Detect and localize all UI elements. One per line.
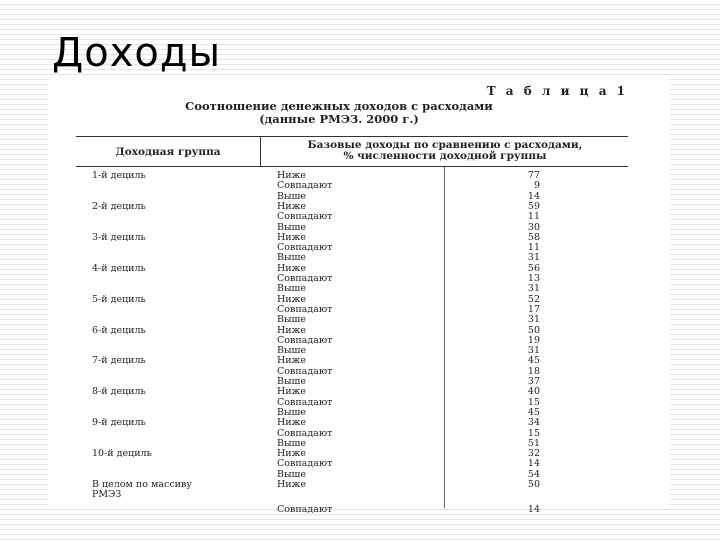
row-comparison-label: Выше: [277, 314, 306, 326]
table-number-label: Т а б л и ц а 1: [486, 84, 628, 98]
row-comparison-label: Совпадают: [277, 242, 333, 254]
header-divider: [260, 137, 261, 166]
table-header-rule: [76, 166, 628, 167]
row-value: 31: [527, 345, 540, 357]
row-value: 32: [527, 448, 540, 460]
row-comparison-label: Ниже: [277, 448, 306, 460]
row-comparison-label: Выше: [277, 376, 306, 387]
value-column-divider: [444, 167, 445, 508]
row-value: 59: [527, 200, 540, 212]
row-comparison-label: Совпадают: [277, 180, 333, 192]
row-comparison-label: Ниже: [277, 231, 306, 243]
slide-title: Доходы: [52, 30, 222, 76]
row-group-label: 8-й дециль: [92, 386, 146, 398]
row-comparison-label: Выше: [277, 221, 306, 233]
header-base-line-1: Базовые доходы по сравнению с расходами,: [307, 139, 583, 151]
row-group-label: 6-й дециль: [92, 324, 146, 336]
row-value: 50: [527, 479, 540, 490]
row-value: 13: [527, 273, 540, 284]
row-value: 58: [527, 231, 540, 243]
table-caption-line-2: (данные РМЭЗ. 2000 г.): [259, 112, 419, 126]
row-group-label: 4-й дециль: [92, 262, 146, 274]
row-value: 15: [527, 427, 540, 439]
row-value: 37: [527, 376, 540, 387]
row-group-label: 9-й дециль: [92, 417, 146, 429]
row-comparison-label: Выше: [277, 190, 306, 202]
row-comparison-label: Совпадают: [277, 503, 333, 515]
row-value: 77: [527, 170, 540, 181]
row-comparison-label: Совпадают: [277, 427, 333, 439]
row-group-label: 2-й дециль: [92, 200, 146, 212]
row-comparison-label: Ниже: [277, 479, 306, 490]
row-comparison-label: Выше: [277, 283, 306, 295]
row-comparison-label: Совпадают: [277, 334, 333, 346]
row-value: 14: [527, 190, 540, 202]
row-value: 9: [533, 180, 540, 192]
row-comparison-label: Ниже: [277, 200, 306, 212]
row-group-label: 1-й дециль: [92, 170, 146, 181]
row-group-label: РМЭЗ: [92, 489, 122, 501]
row-comparison-label: Совпадают: [277, 303, 333, 315]
row-group-label: 5-й дециль: [92, 293, 146, 305]
row-value: 14: [527, 458, 540, 470]
row-comparison-label: Ниже: [277, 355, 306, 367]
row-comparison-label: Совпадают: [277, 273, 333, 284]
row-value: 15: [527, 396, 540, 408]
row-comparison-label: Совпадают: [277, 396, 333, 408]
row-value: 56: [527, 262, 540, 274]
row-value: 40: [527, 386, 540, 398]
row-comparison-label: Ниже: [277, 386, 306, 398]
row-comparison-label: Ниже: [277, 170, 306, 181]
row-comparison-label: Выше: [277, 406, 306, 418]
row-value: 45: [527, 406, 540, 418]
row-value: 31: [527, 252, 540, 264]
table-top-rule: [76, 136, 628, 137]
row-value: 30: [527, 221, 540, 233]
row-value: 31: [527, 314, 540, 326]
row-value: 50: [527, 324, 540, 336]
header-base-income: [262, 140, 628, 162]
row-group-label: В целом по массиву: [92, 479, 192, 490]
row-group-label: 10-й дециль: [92, 448, 152, 460]
table-caption: [48, 100, 670, 126]
row-value: 14: [527, 503, 540, 515]
row-value: 45: [527, 355, 540, 367]
table-scan: [48, 78, 670, 515]
row-value: 19: [527, 334, 540, 346]
row-value: 18: [527, 365, 540, 377]
row-comparison-label: Ниже: [277, 262, 306, 274]
row-comparison-label: Совпадают: [277, 365, 333, 377]
row-value: 51: [527, 437, 540, 449]
row-comparison-label: Выше: [277, 252, 306, 264]
row-value: 54: [527, 468, 540, 480]
row-value: 17: [527, 303, 540, 315]
row-comparison-label: Ниже: [277, 293, 306, 305]
row-group-label: 7-й дециль: [92, 355, 146, 367]
row-value: 52: [527, 293, 540, 305]
row-comparison-label: Выше: [277, 437, 306, 449]
row-group-label: 3-й дециль: [92, 231, 146, 243]
row-value: 31: [527, 283, 540, 295]
row-value: 11: [527, 211, 540, 223]
row-comparison-label: Совпадают: [277, 211, 333, 223]
row-comparison-label: Ниже: [277, 417, 306, 429]
row-comparison-label: Выше: [277, 468, 306, 480]
row-value: 11: [527, 242, 540, 254]
header-income-group: Доходная группа: [115, 146, 221, 158]
row-comparison-label: Выше: [277, 345, 306, 357]
row-value: 34: [527, 417, 540, 429]
row-comparison-label: Ниже: [277, 324, 306, 336]
row-comparison-label: Совпадают: [277, 458, 333, 470]
header-base-line-2: % численности доходной группы: [343, 150, 547, 162]
table-caption-line-1: Соотношение денежных доходов с расходами: [185, 99, 493, 113]
